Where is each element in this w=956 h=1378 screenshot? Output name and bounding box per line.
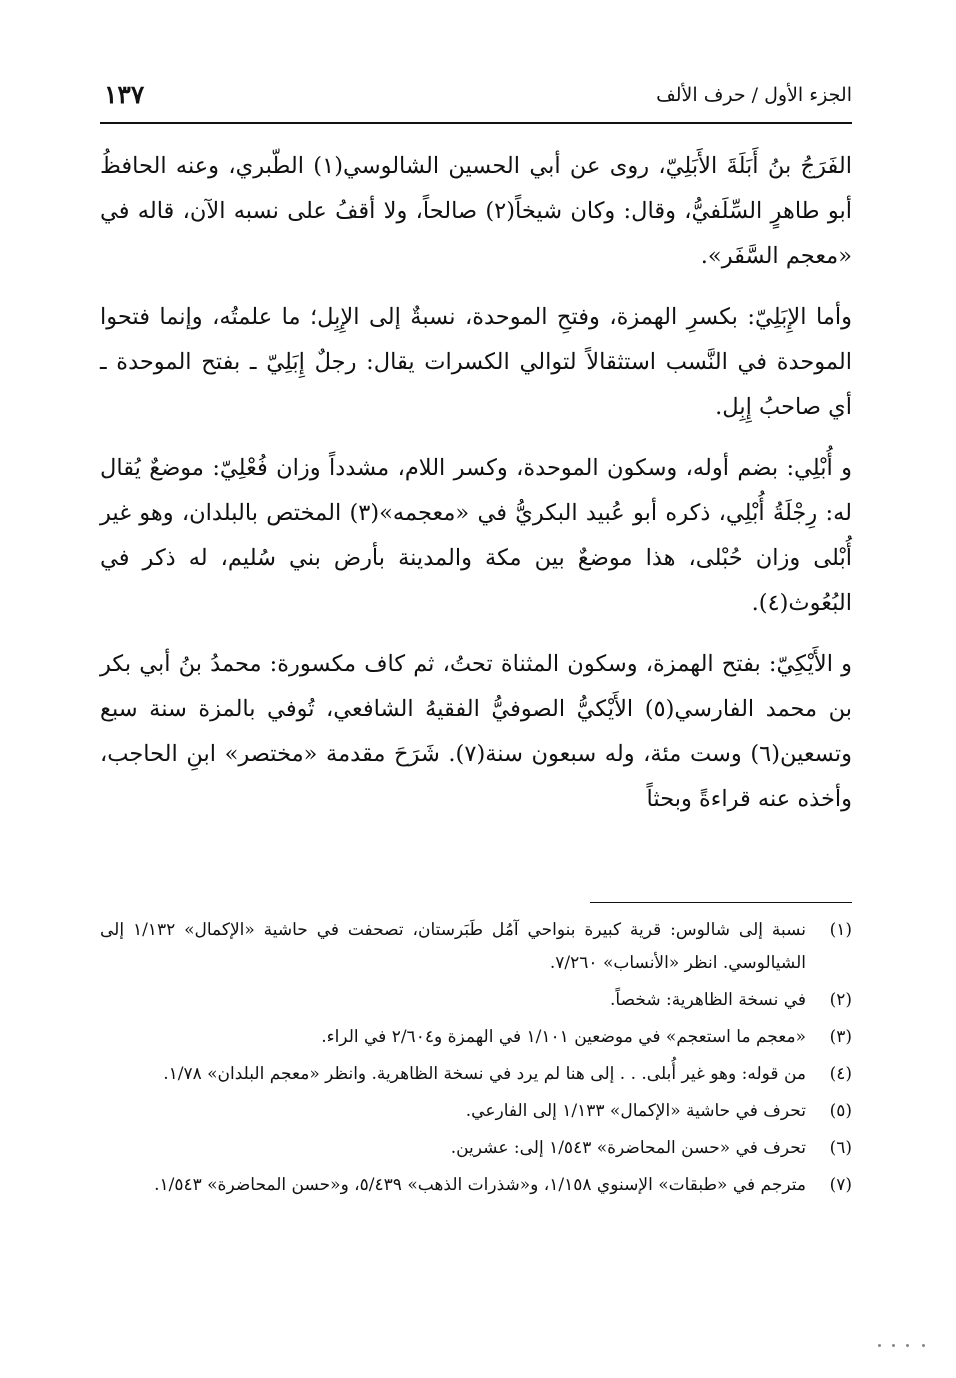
- footnote-text: من قوله: وهو غير أُبلى. . . إلى هنا لم يرد في نسخة الظاهرية. وانظر «معجم البلدان» ١/٧٨.: [163, 1064, 806, 1084]
- footnote-1: [100, 914, 852, 980]
- footnote-number: (٧): [829, 1175, 852, 1195]
- footnote-3: [100, 1021, 852, 1054]
- paragraph-al-faraj: الفَرَجُ بنُ أَبَلَةَ الأَبَلِيّ، روى عن أبي الحسين الشالوسي(١) الطّبري، وعنه الحافظُ أبو طاهرٍ السِّلَفيُّ، وقال: وكان شيخاً(٢) صالحاً، ولا أقفُ على نسبه الآن، قاله في «معجم السَّفَر».: [100, 153, 852, 269]
- footnotes: [100, 914, 852, 1206]
- footnote-number: (٦): [829, 1138, 852, 1158]
- footnote-text: «معجم ما استعجم» في موضعين ١/١٠١ في الهمزة و٢/٦٠٤ في الراء.: [321, 1027, 806, 1047]
- footnote-2: [100, 984, 852, 1017]
- footnote-text: في نسخة الظاهرية: شخصاً.: [610, 990, 806, 1010]
- scan-artifact-dots: [878, 1342, 938, 1350]
- footnote-7: [100, 1169, 852, 1202]
- footnote-number: (٥): [829, 1101, 852, 1121]
- footnote-text: نسبة إلى شالوس: قرية كبيرة بنواحي آمُل طَبَرستان، تصحفت في حاشية «الإكمال» ١/١٣٢ إلى الشيالوسي. انظر «الأنساب» ٧/٢٦٠.: [100, 920, 806, 973]
- footnote-5: [100, 1095, 852, 1128]
- scan-dot: [878, 1344, 881, 1347]
- footnote-number: (٢): [829, 990, 852, 1010]
- footnote-4: [100, 1058, 852, 1091]
- page-header: [100, 68, 852, 120]
- page-number: ١٣٧: [104, 80, 145, 109]
- footnote-text: مترجم في «طبقات» الإسنوي ١/١٥٨، و«شذرات الذهب» ٥/٤٣٩، و«حسن المحاضرة» ١/٥٤٣.: [154, 1175, 806, 1195]
- footnote-text: تحرف في «حسن المحاضرة» ١/٥٤٣ إلى: عشرين.: [450, 1138, 806, 1158]
- footnote-number: (١): [829, 920, 852, 940]
- header-rule: [100, 122, 852, 124]
- footnote-6: [100, 1132, 852, 1165]
- footnote-number: (٣): [829, 1027, 852, 1047]
- scan-dot: [906, 1344, 909, 1347]
- running-title: الجزء الأول / حرف الألف: [656, 84, 852, 106]
- scan-dot: [892, 1344, 895, 1347]
- scan-dot: [922, 1344, 925, 1347]
- paragraph-al-ibili: وأما الإِبَلِيّ: بكسرِ الهمزة، وفتحِ الموحدة، نسبةٌ إلى الإِبِل؛ ما علمتُه، وإنما فتحوا الموحدة في النَّسب استثقالاً لتوالي الكسرات يقال: رجلٌ إِبَلِيّ ـ بفتح الموحدة ـ أي صاحبُ إِبِل.: [100, 304, 852, 420]
- footnote-text: تحرف في حاشية «الإكمال» ١/١٣٣ إلى الفارعي.: [465, 1101, 806, 1121]
- footnote-number: (٤): [829, 1064, 852, 1084]
- book-page: [100, 68, 852, 1195]
- footnote-separator: [590, 902, 852, 903]
- paragraph-al-ayki: و الأَيْكِيّ: بفتح الهمزة، وسكون المثناة تحتُ، ثم كاف مكسورة: محمدُ بنُ أبي بكر بن محمد الفارسي(٥) الأَيْكيُّ الصوفيُّ الفقيهُ الشافعي، تُوفي بالمزة سنة سبع وتسعين(٦) وست مئة، وله سبعون سنة(٧). شَرَحَ مقدمة «مختصر» ابنِ الحاجب، وأخذه عنه قراءةً وبحثاً: [100, 651, 852, 812]
- body-text: [100, 144, 852, 822]
- paragraph-ubli: و أُبْلِي: بضم أوله، وسكون الموحدة، وكسر اللام، مشدداً وزان فُعْلِيّ: موضعٌ يُقال له: رِجْلَةُ أُبْلِي، ذكره أبو عُبيد البكريُّ في «معجمه»(٣) المختص بالبلدان، وهو غير أُبْلى وزان حُبْلى، هذا موضعٌ بين مكة والمدينة بأرض بني سُليم، له ذكر في البُعُوث(٤).: [100, 455, 852, 616]
